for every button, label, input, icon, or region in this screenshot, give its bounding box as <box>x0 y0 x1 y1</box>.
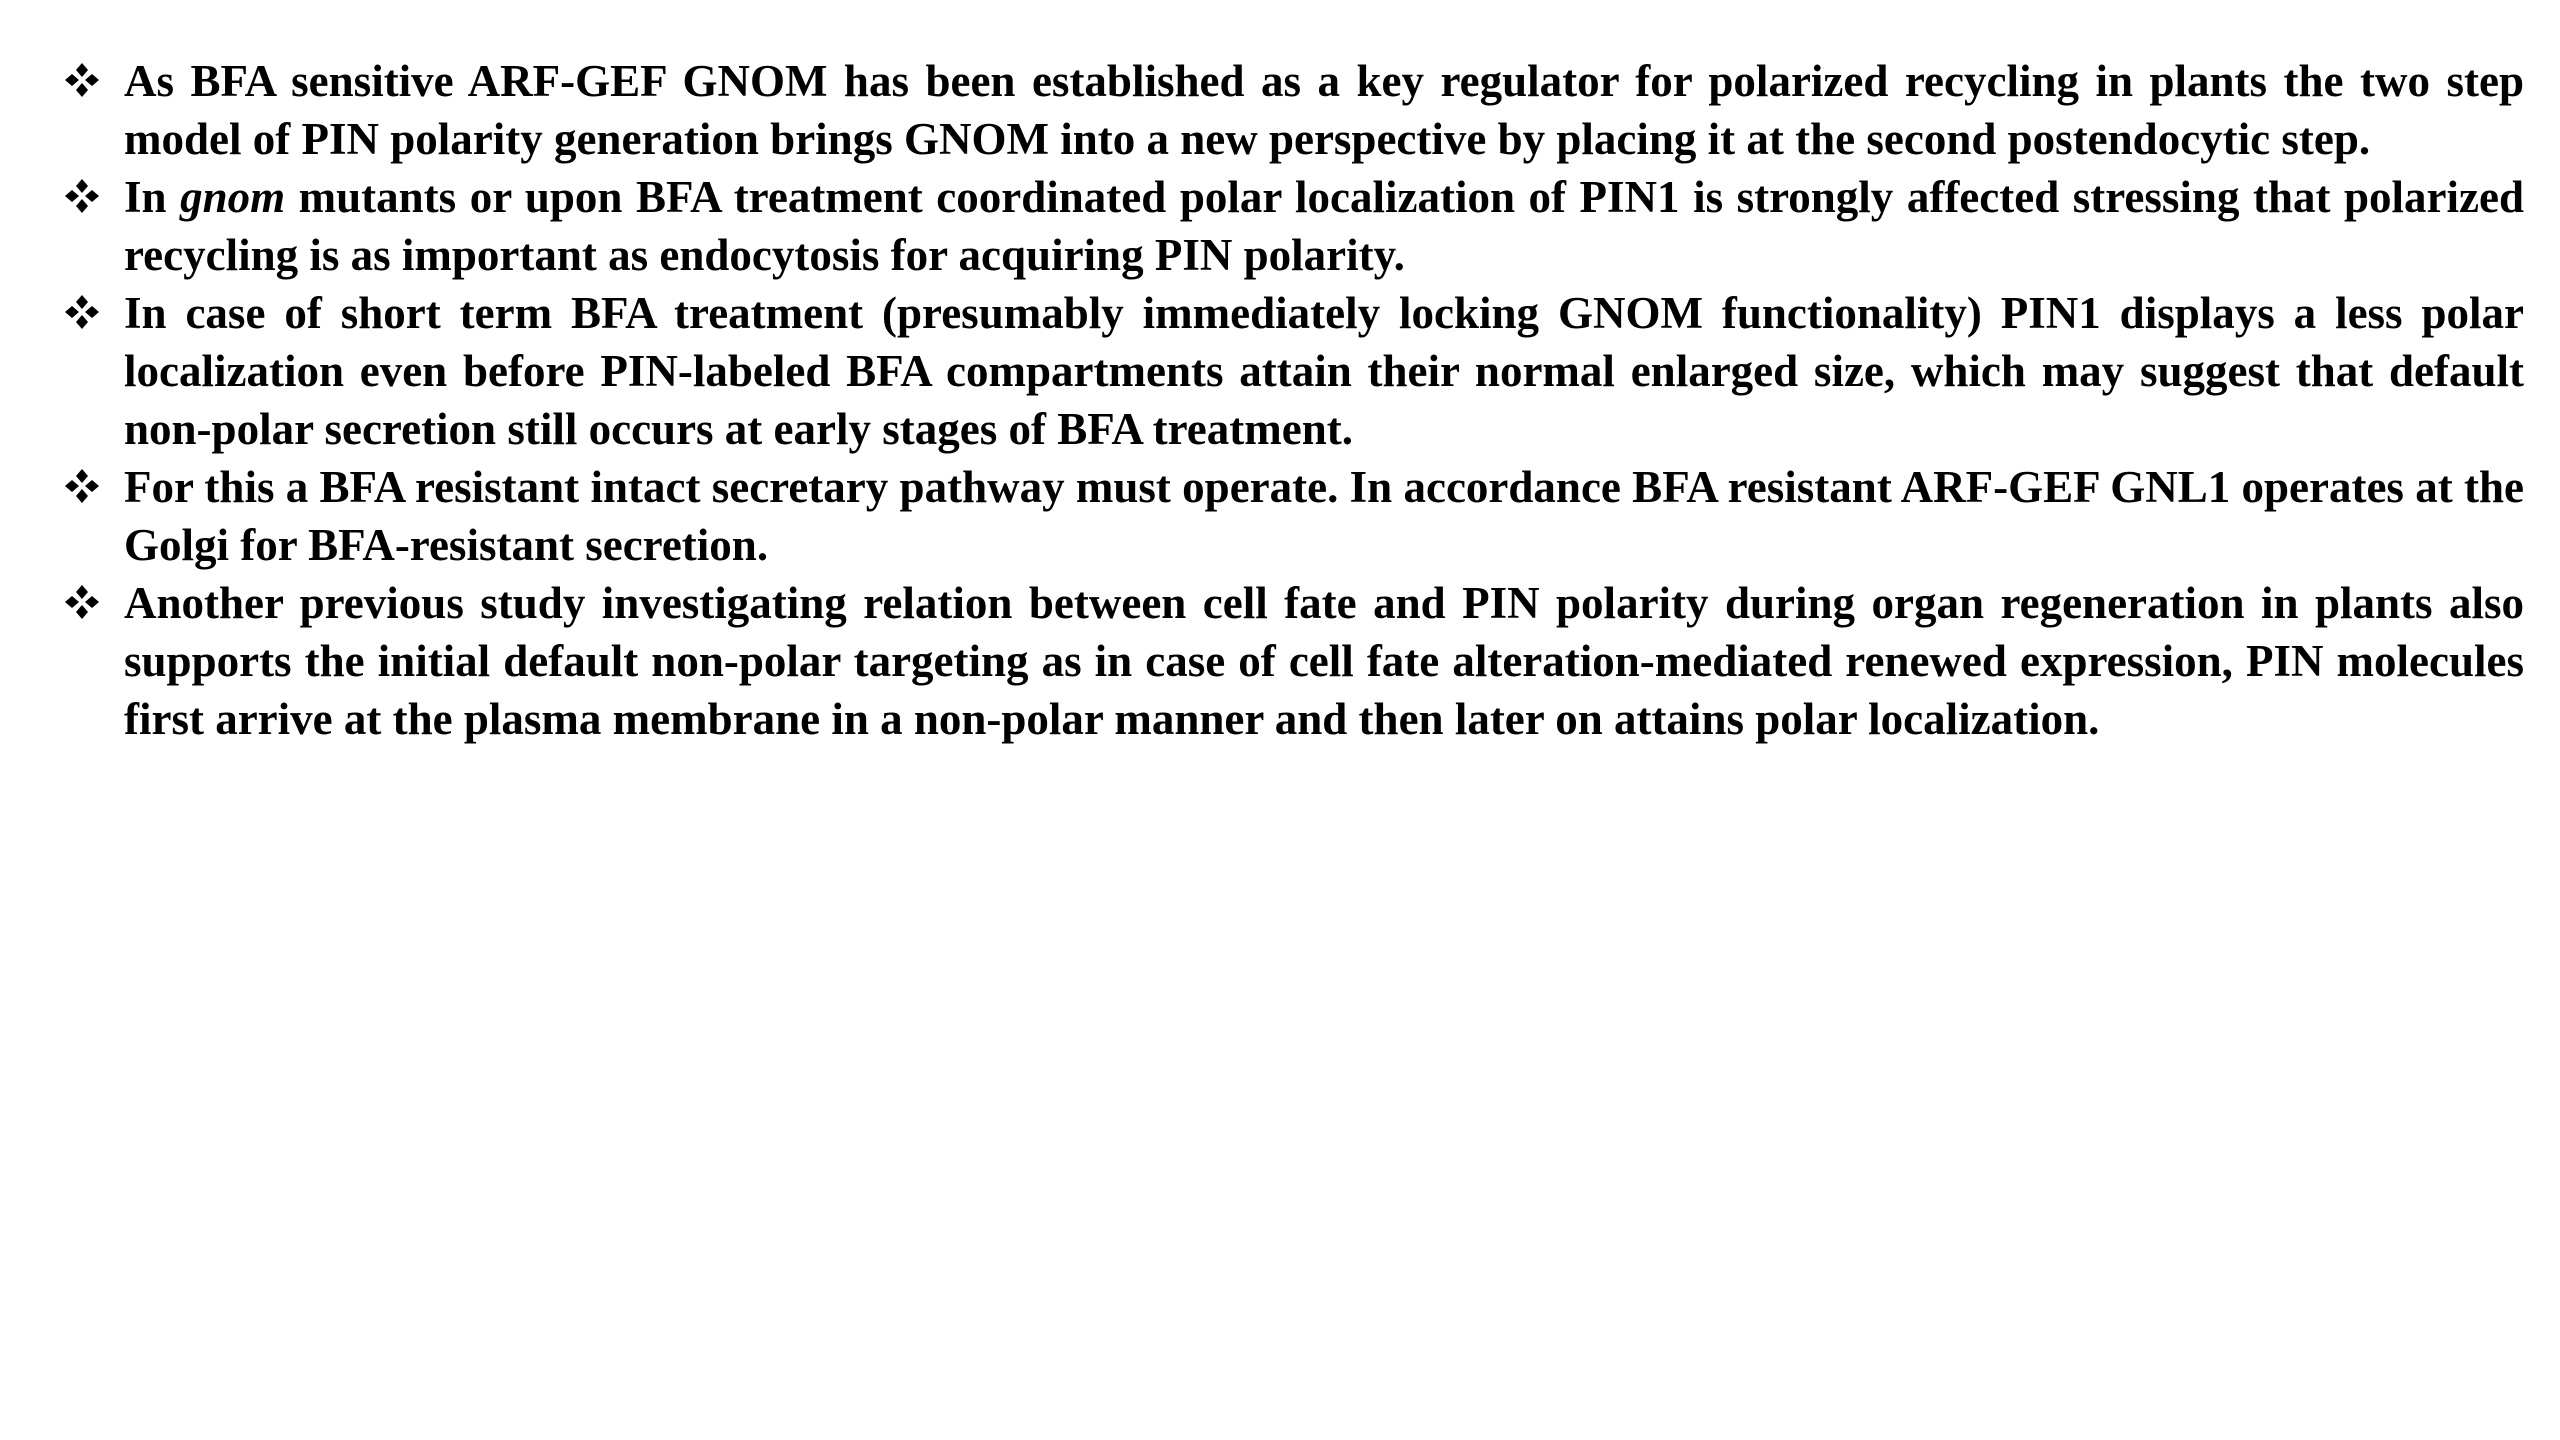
bullet-list <box>64 52 2524 748</box>
bullet-item <box>64 574 2524 748</box>
bullet-item <box>64 458 2524 574</box>
bullet-text: As BFA sensitive ARF-GEF GNOM has been established as a key regulator for polarized recycling in plants the two step model of PIN polarity generation brings GNOM into a new perspective by placing it at the second postendocytic step. <box>124 56 2524 164</box>
gene-name-italic: gnom <box>180 172 286 222</box>
bullet-text-prefix: In <box>124 172 181 222</box>
four-diamond-bullet-icon <box>64 458 124 504</box>
four-diamond-bullet-icon <box>64 574 124 620</box>
four-diamond-bullet-icon <box>64 284 124 330</box>
bullet-text: For this a BFA resistant intact secretary pathway must operate. In accordance BFA resistant ARF-GEF GNL1 operates at the Golgi for BFA-resistant secretion. <box>124 462 2524 570</box>
bullet-item <box>64 52 2524 168</box>
four-diamond-bullet-icon <box>64 52 124 98</box>
bullet-item <box>64 168 2524 284</box>
bullet-text: In case of short term BFA treatment (presumably immediately locking GNOM functionality) PIN1 displays a less polar localization even before PIN-labeled BFA compartments attain their normal enlarged size, which may suggest that default non-polar secretion still occurs at early stages of BFA treatment. <box>124 288 2524 454</box>
bullet-item <box>64 284 2524 458</box>
bullet-text <box>124 168 2524 284</box>
four-diamond-bullet-icon <box>64 168 124 214</box>
bullet-text: Another previous study investigating relation between cell fate and PIN polarity during organ regeneration in plants also supports the initial default non-polar targeting as in case of cell fate alteration-mediated renewed expression, PIN molecules first arrive at the plasma membrane in a non-polar manner and then later on attains polar localization. <box>124 578 2524 744</box>
bullet-text-suffix: mutants or upon BFA treatment coordinated polar localization of PIN1 is strongly affected stressing that polarized recycling is as important as endocytosis for acquiring PIN polarity. <box>124 172 2524 280</box>
